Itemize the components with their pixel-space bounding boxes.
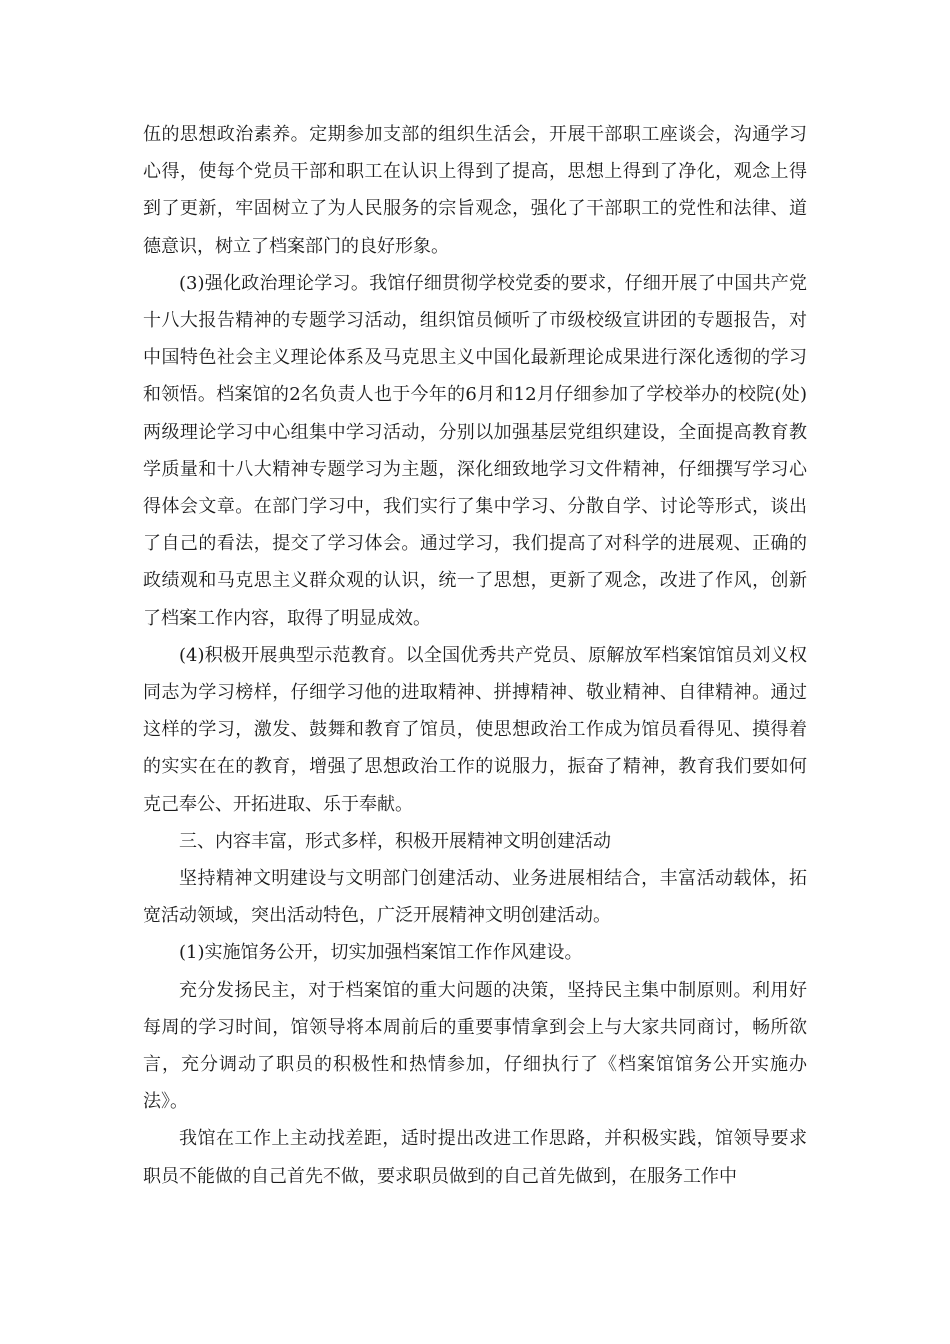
subsection-heading: (1)实施馆务公开，切实加强档案馆工作作风建设。 — [179, 942, 583, 964]
paragraph-2: (3)强化政治理论学习。我馆仔细贯彻学校党委的要求，仔细开展了中国共产党十八大报告精神的专题学习活动，组织馆员倾听了市级校级宣讲团的专题报告，对中国特色社会主义理论体系及马克思主义中国化最新理论成果进行深化透彻的学习和领悟。档案馆的2名负责人也于今年的6月和12月仔细参加了学校举办的校院(处)两级理论学习中心组集中学习活动，分别以加强基层党组织建设，全面提高教育教学质量和十八大精神专题学习为主题，深化细致地学习文件精神，仔细撰写学习心得体会文章。在部门学习中，我们实行了集中学习、分散自学、讨论等形式，谈出了自己的看法，提交了学习体会。通过学习，我们提高了对科学的进展观、正确的政绩观和马克思主义群众观的认识，统一了思想，更新了观念，改进了作风，创新了档案工作内容，取得了明显成效。 — [143, 272, 807, 629]
paragraph-1: 伍的思想政治素养。定期参加支部的组织生活会，开展干部职工座谈会，沟通学习心得，使每个党员干部和职工在认识上得到了提高，思想上得到了净化，观念上得到了更新，牢固树立了为人民服务的宗旨观念，强化了干部职工的党性和法律、道德意识，树立了档案部门的良好形象。 — [143, 124, 807, 257]
paragraph-5: 坚持精神文明建设与文明部门创建活动、业务进展相结合，丰富活动载体，拓宽活动领域，突出活动特色，广泛开展精神文明创建活动。 — [143, 868, 807, 927]
paragraph-8: 我馆在工作上主动找差距，适时提出改进工作思路，并积极实践，馆领导要求职员不能做的自己首先不做，要求职员做到的自己首先做到，在服务工作中 — [143, 1128, 807, 1187]
section-heading: 三、内容丰富，形式多样，积极开展精神文明创建活动 — [179, 830, 611, 852]
paragraph-3: (4)积极开展典型示范教育。以全国优秀共产党员、原解放军档案馆馆员刘义权同志为学习榜样，仔细学习他的进取精神、拼搏精神、敬业精神、自律精神。通过这样的学习，激发、鼓舞和教育了馆员，使思想政治工作成为馆员看得见、摸得着的实实在在的教育，增强了思想政治工作的说服力，振奋了精神，教育我们要如何克己奉公、开拓进取、乐于奉献。 — [143, 644, 807, 815]
paragraph-7: 充分发扬民主，对于档案馆的重大问题的决策，坚持民主集中制原则。利用好每周的学习时间，馆领导将本周前后的重要事情拿到会上与大家共同商讨，畅所欲言，充分调动了职员的积极性和热情参加，仔细执行了《档案馆馆务公开实施办法》。 — [143, 979, 807, 1113]
document-page — [143, 116, 807, 1195]
